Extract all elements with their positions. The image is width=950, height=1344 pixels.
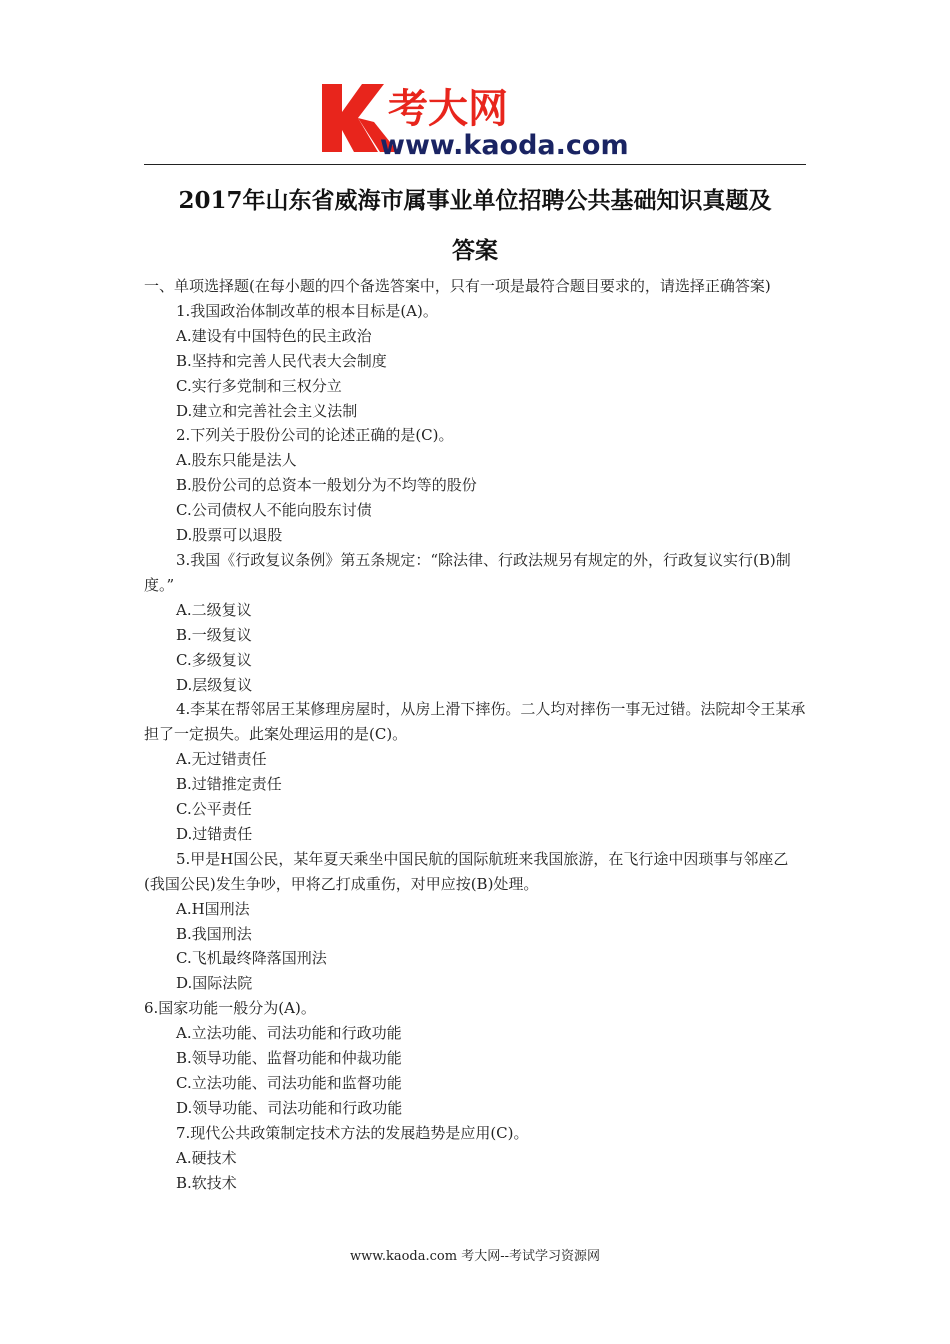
option-a: A.硬技术 xyxy=(176,1148,237,1167)
option-c: C.飞机最终降落国刑法 xyxy=(176,949,327,968)
option-d: D.建立和完善社会主义法制 xyxy=(176,401,358,420)
question-stem: 7.现代公共政策制定技术方法的发展趋势是应用(C)。 xyxy=(176,1123,529,1142)
brand-url-text: www.kaoda.com xyxy=(380,130,629,160)
option-a: A.无过错责任 xyxy=(176,750,267,769)
document-title xyxy=(144,176,806,276)
option-b: B.我国刑法 xyxy=(176,924,252,943)
option-b: B.坚持和完善人民代表大会制度 xyxy=(176,351,387,370)
option-b: B.股份公司的总资本一般划分为不均等的股份 xyxy=(176,476,477,495)
question-5 xyxy=(144,847,808,996)
section-heading: 一、单项选择题(在每小题的四个备选答案中，只有一项是最符合题目要求的，请选择正确答案) xyxy=(144,277,771,295)
option-c: C.公平责任 xyxy=(176,800,252,819)
question-3 xyxy=(144,548,808,697)
brand-cn-text: 考大网 xyxy=(388,86,508,132)
question-stem: 1.我国政治体制改革的根本目标是(A)。 xyxy=(176,301,438,320)
kaoda-logo xyxy=(318,78,648,160)
option-d: D.层级复议 xyxy=(176,675,253,694)
question-stem: 5.甲是H国公民，某年夏天乘坐中国民航的国际航班来我国旅游，在飞行途中因琐事与邻座乙(我国公民)发生争吵，甲将乙打成重伤，对甲应按(B)处理。 xyxy=(144,849,789,893)
question-stem: 6.国家功能一般分为(A)。 xyxy=(144,999,316,1018)
option-c: C.立法功能、司法功能和监督功能 xyxy=(176,1074,402,1092)
option-a: A.二级复议 xyxy=(176,600,252,619)
page-footer: www.kaoda.com 考大网--考试学习资源网 xyxy=(350,1249,600,1264)
option-a: A.建设有中国特色的民主政治 xyxy=(176,326,372,345)
option-d: D.领导功能、司法功能和行政功能 xyxy=(176,1098,403,1117)
option-c: C.多级复议 xyxy=(176,650,252,669)
question-4 xyxy=(144,697,808,846)
option-b: B.软技术 xyxy=(176,1173,237,1192)
option-a: A.H国刑法 xyxy=(176,899,250,918)
question-stem: 4.李某在帮邻居王某修理房屋时，从房上滑下摔伤。二人均对摔伤一事无过错。法院却令王某承担了一定损失。此案处理运用的是(C)。 xyxy=(144,700,806,744)
document-body xyxy=(144,274,808,1196)
question-7 xyxy=(144,1121,808,1196)
question-stem: 3.我国《行政复议条例》第五条规定：“除法律、行政法规另有规定的外，行政复议实行(B)制度。” xyxy=(144,550,791,594)
question-2 xyxy=(144,423,808,548)
option-c: C.实行多党制和三权分立 xyxy=(176,376,342,395)
option-d: D.股票可以退股 xyxy=(176,526,283,545)
option-a: A.立法功能、司法功能和行政功能 xyxy=(176,1024,402,1043)
option-a: A.股东只能是法人 xyxy=(176,451,297,470)
title-line-2: 答案 xyxy=(452,237,498,264)
option-d: D.过错责任 xyxy=(176,824,253,843)
title-line-1: 2017年山东省威海市属事业单位招聘公共基础知识真题及 xyxy=(178,187,772,214)
question-6 xyxy=(144,996,808,1121)
question-1 xyxy=(144,299,808,424)
option-c: C.公司债权人不能向股东讨债 xyxy=(176,501,372,520)
option-b: B.过错推定责任 xyxy=(176,775,282,794)
header-divider xyxy=(144,164,806,165)
option-d: D.国际法院 xyxy=(176,974,253,993)
option-b: B.领导功能、监督功能和仲裁功能 xyxy=(176,1049,402,1068)
question-stem: 2.下列关于股份公司的论述正确的是(C)。 xyxy=(176,426,454,445)
option-b: B.一级复议 xyxy=(176,625,252,644)
